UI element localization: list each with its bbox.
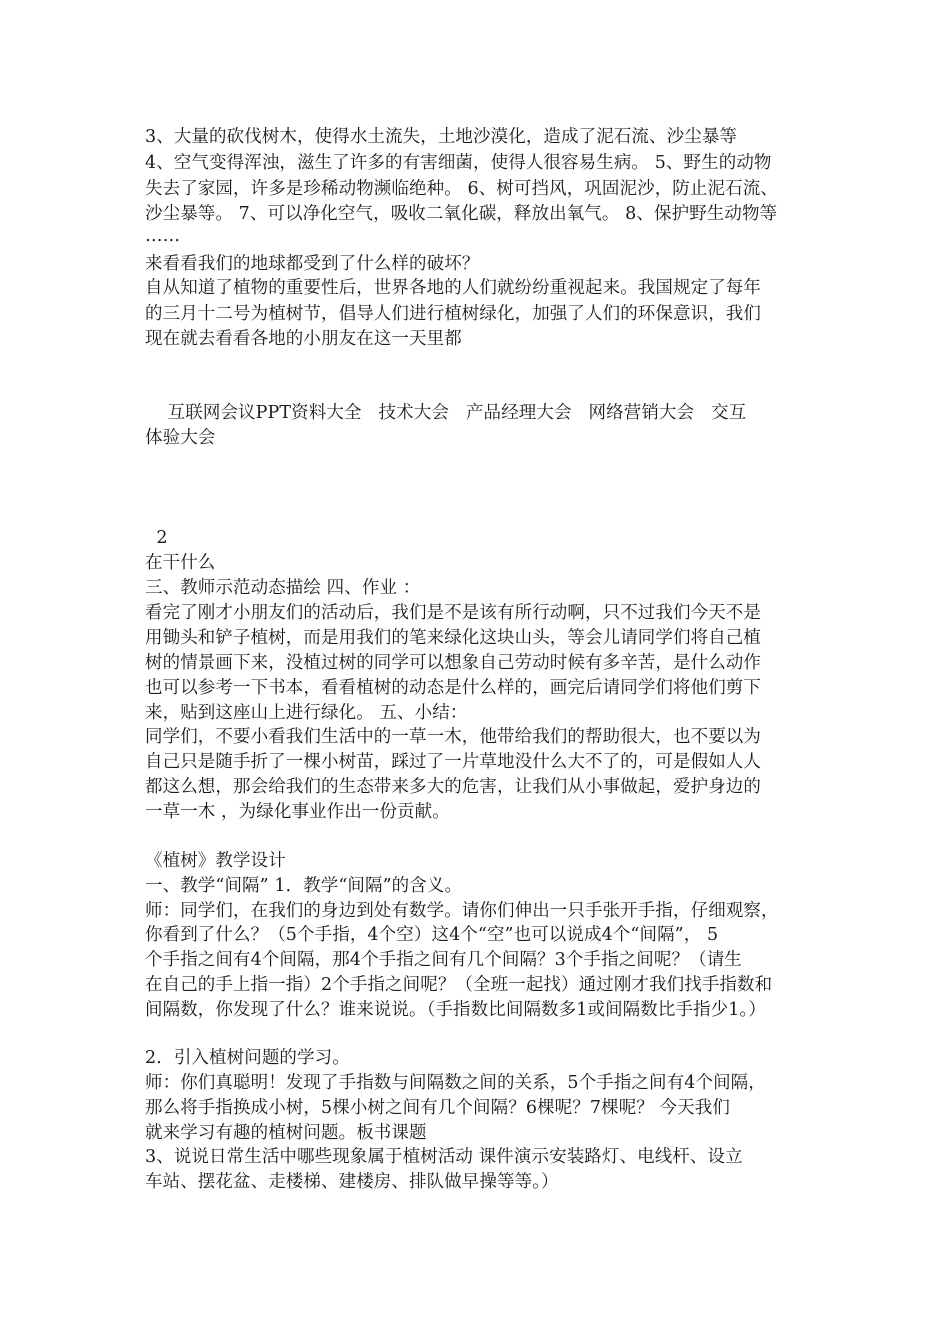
text-line: 来看看我们的地球都受到了什么样的破坏？	[145, 254, 480, 274]
text-line: 一草一木 ，为绿化事业作出一份贡献。	[145, 802, 450, 822]
text-line: 4、空气变得浑浊，滋生了许多的有害细菌，使得人很容易生病。 5、野生的动物	[145, 153, 772, 173]
text-line: 沙尘暴等。 7、可以净化空气，吸收二氧化碳，释放出氧气。 8、保护野生动物等	[145, 204, 778, 224]
text-line: 自己只是随手折了一棵小树苗，踩过了一片草地没什么大不了的，可是假如人人	[145, 752, 761, 772]
text-line: 师：同学们，在我们的身边到处有数学。请你们伸出一只手张开手指，仔细观察，	[145, 901, 779, 921]
text-line: 3、大量的砍伐树木，使得水土流失，土地沙漠化，造成了泥石流、沙尘暴等	[145, 127, 738, 147]
ad-line: 体验大会	[145, 428, 216, 448]
text-line: 在干什么	[145, 553, 216, 573]
text-line: 个手指之间有4个间隔，那4个手指之间有几个间隔？3个手指之间呢？（请生	[145, 950, 742, 970]
text-line: 你看到了什么？（5个手指，4个空）这4个“空”也可以说成4个“间隔”， 5	[145, 925, 719, 945]
text-line: 树的情景画下来，没植过树的同学可以想象自己劳动时候有多辛苦，是什么动作	[145, 653, 761, 673]
text-line: 用锄头和铲子植树，而是用我们的笔来绿化这块山头，等会儿请同学们将自己植	[145, 628, 761, 648]
text-line: 在自己的手上指一指）2个手指之间呢？（全班一起找）通过刚才我们找手指数和	[145, 975, 773, 995]
text-line: 一、教学“间隔” 1．教学“间隔”的含义。	[145, 876, 463, 896]
text-line: 也可以参考一下书本，看看植树的动态是什么样的，画完后请同学们将他们剪下	[145, 678, 761, 698]
text-line: 3、说说日常生活中哪些现象属于植树活动 课件演示安装路灯、电线杆、设立	[145, 1147, 743, 1167]
section-title: 《植树》教学设计	[145, 851, 286, 871]
text-line: 自从知道了植物的重要性后，世界各地的人们就纷纷重视起来。我国规定了每年	[145, 278, 761, 298]
text-line: 三、教师示范动态描绘 四、作业 ：	[145, 578, 421, 598]
ad-line: 互联网会议PPT资料大全 技术大会 产品经理大会 网络营销大会 交互	[145, 403, 747, 423]
text-line: 都这么想，那会给我们的生态带来多大的危害，让我们从小事做起，爱护身边的	[145, 777, 761, 797]
text-line: 2．引入植树问题的学习。	[145, 1048, 350, 1068]
text-line: 间隔数，你发现了什么？谁来说说。（手指数比间隔数多1或间隔数比手指少1。）	[145, 1000, 766, 1020]
text-line: 同学们，不要小看我们生活中的一草一木，他带给我们的帮助很大，也不要以为	[145, 727, 761, 747]
text-line: 那么将手指换成小树，5棵小树之间有几个间隔？6棵呢？7棵呢？ 今天我们	[145, 1098, 730, 1118]
text-line: 失去了家园，许多是珍稀动物濒临绝种。 6、树可挡风，巩固泥沙，防止泥石流、	[145, 179, 778, 199]
text-line: 现在就去看看各地的小朋友在这一天里都	[145, 329, 462, 349]
text-line: 看完了刚才小朋友们的活动后，我们是不是该有所行动啊，只不过我们今天不是	[145, 603, 761, 623]
text-line: 来，贴到这座山上进行绿化。 五、小结：	[145, 703, 468, 723]
text-line: 就来学习有趣的植树问题。板书课题	[145, 1123, 427, 1143]
text-line: ……	[145, 226, 181, 246]
text-line: 的三月十二号为植树节，倡导人们进行植树绿化，加强了人们的环保意识，我们	[145, 304, 761, 324]
text-line: 师：你们真聪明！发现了手指数与间隔数之间的关系，5个手指之间有4个间隔，	[145, 1073, 766, 1093]
text-line: 车站、摆花盆、走楼梯、建楼房、排队做早操等等。）	[145, 1172, 559, 1192]
page-number: 2	[145, 528, 168, 548]
